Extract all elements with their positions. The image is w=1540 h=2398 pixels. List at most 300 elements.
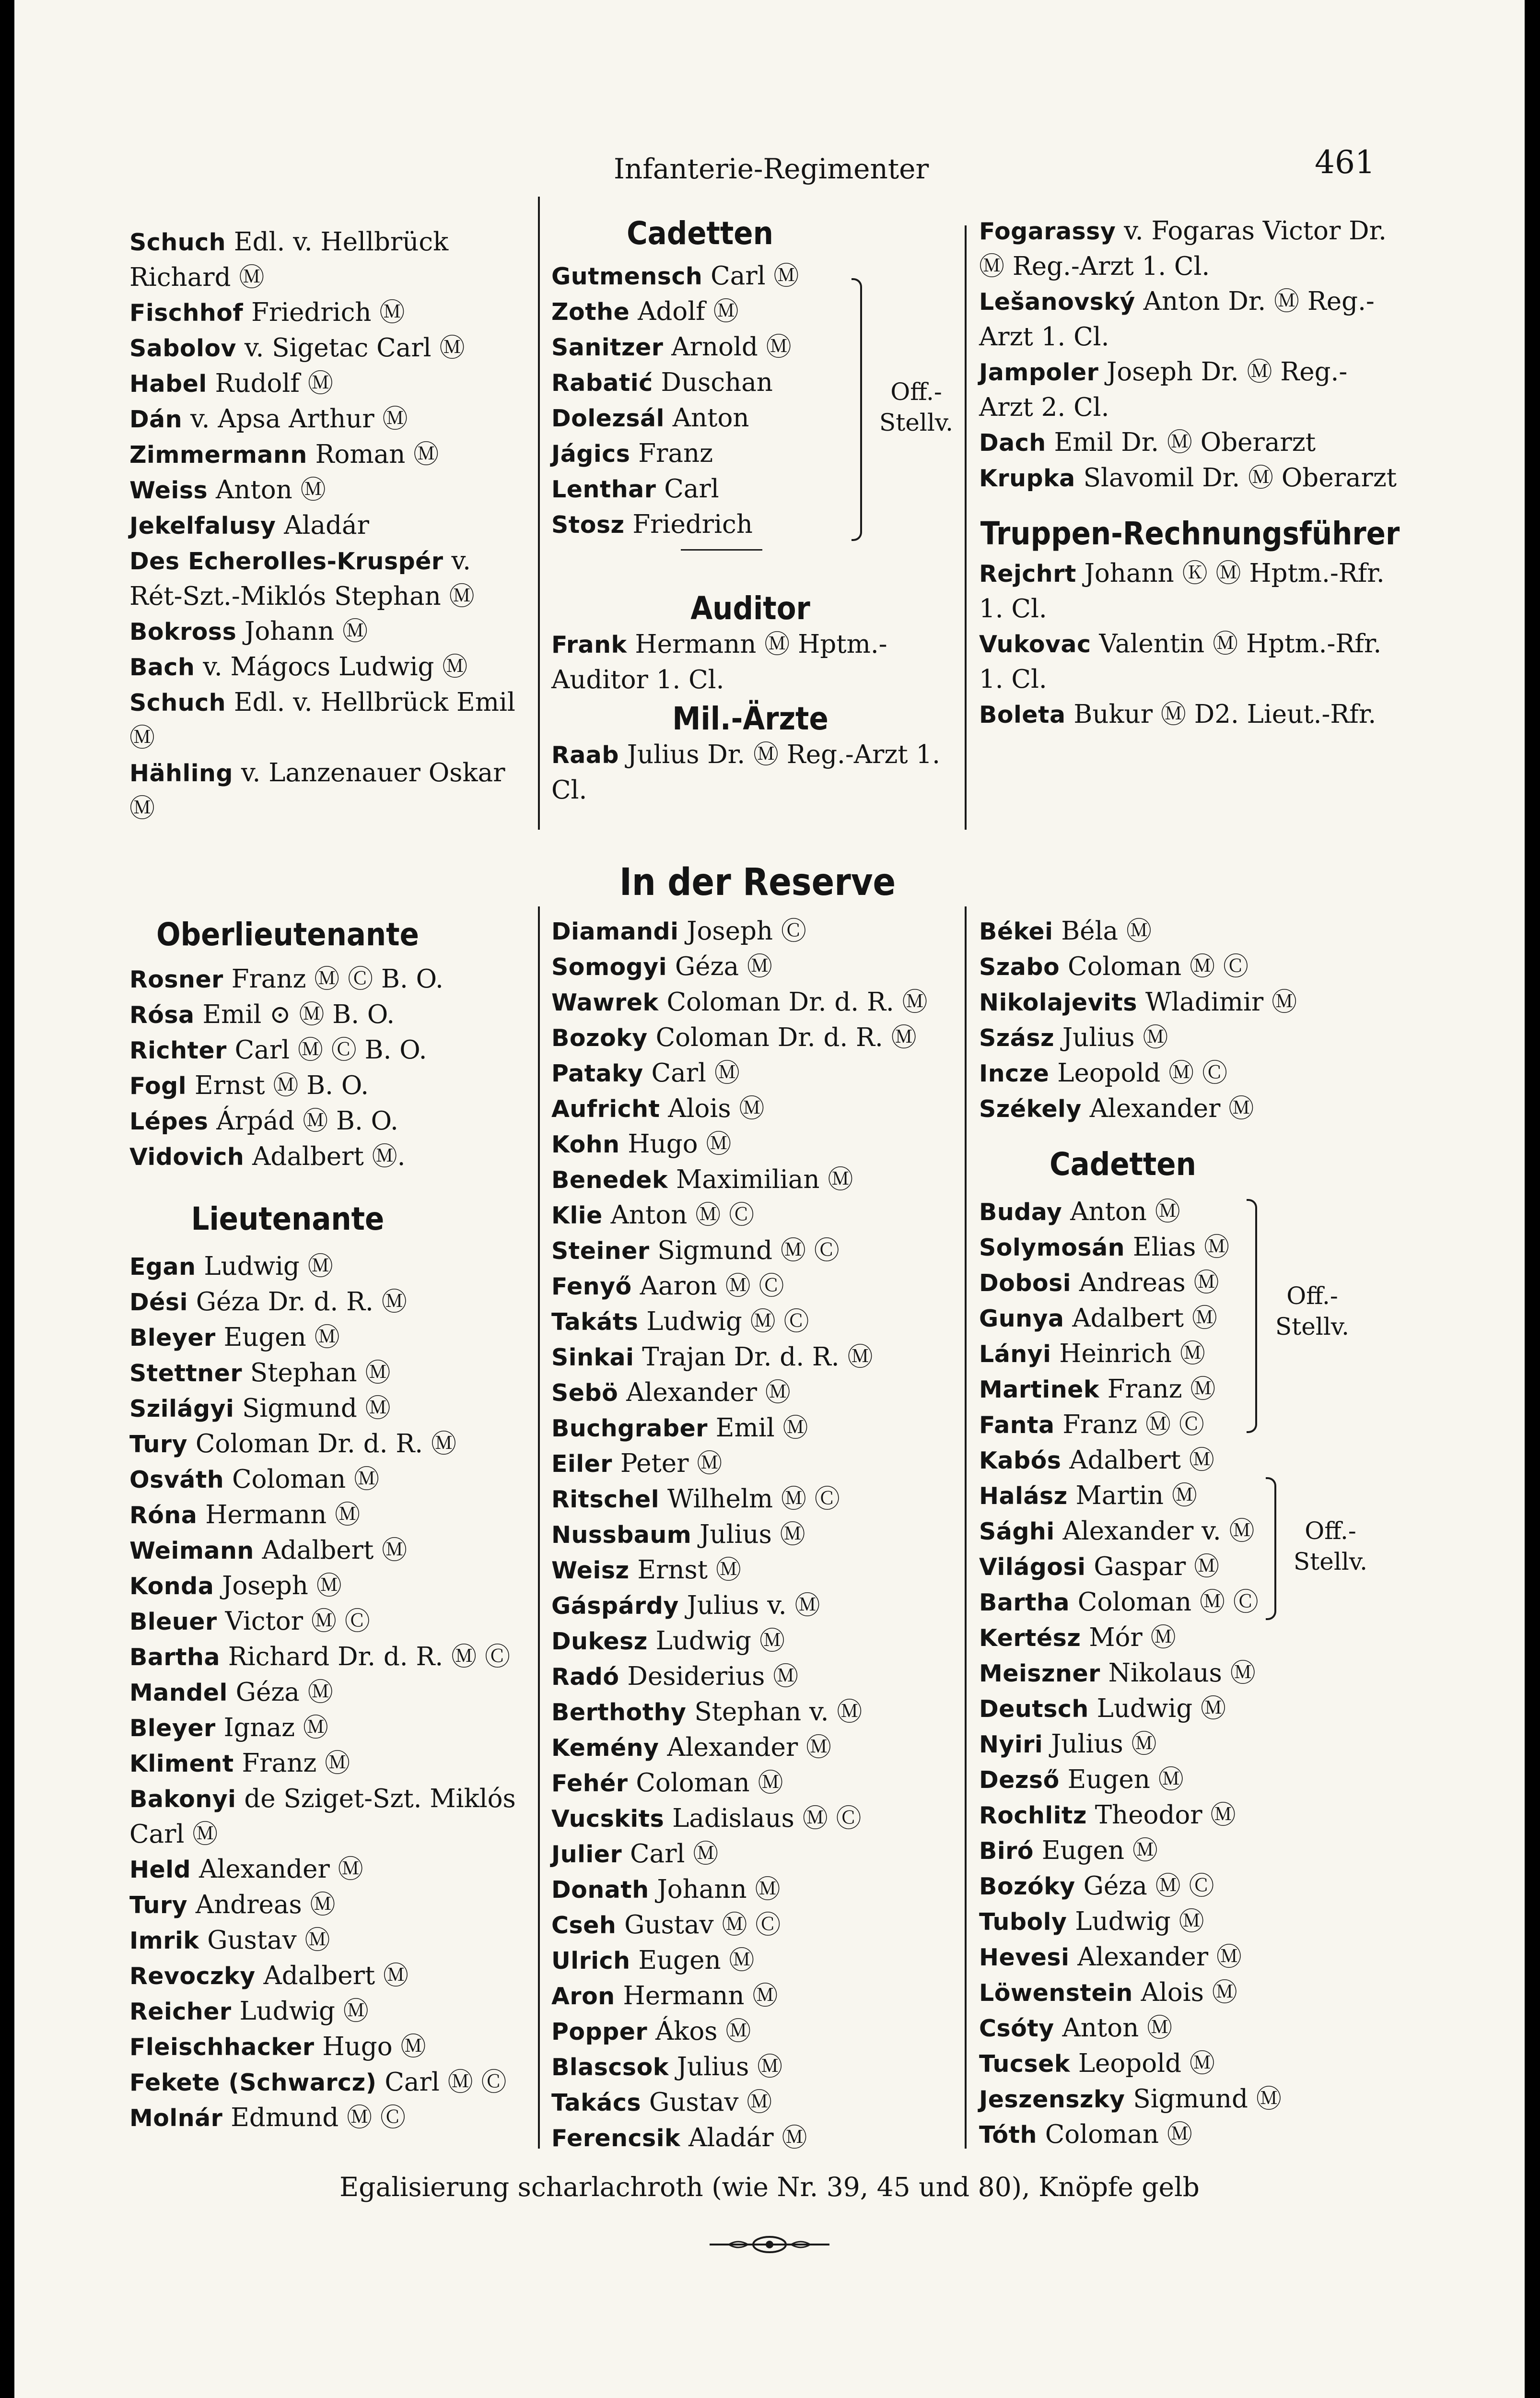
surname: Konda xyxy=(129,1573,214,1600)
list-item xyxy=(551,985,964,1020)
list-item xyxy=(129,1497,532,1533)
surname: Tucsek xyxy=(979,2050,1070,2078)
entry-details: Ludwig Ⓜ xyxy=(647,1626,785,1656)
footer-note: Egalisierung scharlachroth (wie Nr. 39, 45 und 80), Knöpfe gelb xyxy=(339,2172,1200,2202)
surname: Hähling xyxy=(129,760,233,787)
entry-details: Anton Ⓜ xyxy=(1062,1197,1180,1226)
surname: Kemény xyxy=(551,1734,659,1762)
bottom-col1 xyxy=(129,916,532,2136)
entry-details: Alexander Ⓜ xyxy=(659,1733,832,1762)
list-item xyxy=(129,1533,532,1568)
surname: Bozóky xyxy=(979,1873,1075,1900)
surname: Hevesi xyxy=(979,1944,1070,1971)
entry-details: Ernst Ⓜ xyxy=(629,1555,741,1585)
list-item xyxy=(129,1746,532,1781)
surname: Popper xyxy=(551,2018,648,2045)
document-page xyxy=(14,0,1525,2398)
surname: Schuch xyxy=(129,229,226,256)
surname: Vucskits xyxy=(551,1805,665,1833)
surname: Deutsch xyxy=(979,1695,1089,1723)
list-item xyxy=(129,2100,532,2136)
surname: Dési xyxy=(129,1289,188,1316)
entry-details: Arnold Ⓜ xyxy=(663,332,792,362)
entry-details: Anton Ⓜ xyxy=(1054,2013,1173,2043)
surname: Lešanovský xyxy=(979,288,1135,316)
list-item xyxy=(979,1727,1401,1762)
surname: Szabo xyxy=(979,953,1060,981)
surname: Klie xyxy=(551,1202,603,1229)
surname: Osváth xyxy=(129,1466,224,1493)
entry-details: Géza Dr. d. R. Ⓜ xyxy=(187,1287,407,1317)
entry-details: Johann Ⓚ Ⓜ Hptm.-Rfr. 1. Cl. xyxy=(979,559,1385,623)
list-item xyxy=(551,507,954,542)
running-head: Infanterie-Regimenter xyxy=(614,153,929,185)
entry-details: Carl Ⓜ xyxy=(702,261,799,291)
column-rule xyxy=(965,906,967,2149)
list-item xyxy=(129,437,527,472)
reserve-list-cont xyxy=(979,914,1401,1127)
list-item xyxy=(129,1639,532,1675)
surname: Rabatić xyxy=(551,369,653,397)
surname: Bozoky xyxy=(551,1024,648,1052)
list-item xyxy=(551,1943,964,1978)
list-item xyxy=(551,1198,964,1233)
surname: Gutmensch xyxy=(551,263,703,290)
surname: Radó xyxy=(551,1663,619,1691)
entry-details: Ignaz Ⓜ xyxy=(215,1713,328,1742)
list-item xyxy=(129,1994,532,2029)
surname: Somogyi xyxy=(551,953,667,981)
surname: Rósa xyxy=(129,1001,195,1029)
surname: Gáspárdy xyxy=(551,1592,679,1620)
list-item xyxy=(129,366,527,401)
list-item xyxy=(129,997,532,1033)
entry-details: Emil ⊙ Ⓜ B. O. xyxy=(194,1000,395,1029)
surname: Bleyer xyxy=(129,1715,216,1742)
list-item xyxy=(551,1481,964,1517)
surname: Vukovac xyxy=(979,631,1091,658)
list-item xyxy=(129,649,527,685)
surname: Incze xyxy=(979,1060,1050,1087)
list-item xyxy=(551,294,954,329)
list-item xyxy=(551,436,954,471)
surname: Weimann xyxy=(129,1537,254,1564)
list-item xyxy=(129,1068,532,1104)
surname: Benedek xyxy=(551,1166,668,1194)
surname: Nikolajevits xyxy=(979,989,1137,1016)
list-item xyxy=(979,213,1401,284)
list-item xyxy=(979,1443,1401,1478)
entry-details: Coloman Ⓜ Ⓒ xyxy=(1069,1587,1259,1617)
entry-details: Ludwig Ⓜ Ⓒ xyxy=(638,1307,809,1336)
list-item xyxy=(551,471,954,507)
surname: Des Echerolles-Kruspér xyxy=(129,548,443,575)
entry-details: Julius Ⓜ xyxy=(668,2052,783,2081)
cadetten-heading-2: Cadetten xyxy=(1050,1146,1196,1183)
entry-details: v. Mágocs Ludwig Ⓜ xyxy=(195,652,468,682)
surname: Székely xyxy=(979,1095,1082,1123)
name-list xyxy=(129,224,527,826)
list-item xyxy=(129,1391,532,1426)
surname: Dezső xyxy=(979,1766,1060,1794)
entry-details: Coloman Dr. d. R. Ⓜ xyxy=(187,1429,456,1458)
top-col2-lower xyxy=(551,590,964,808)
surname: Kertész xyxy=(979,1624,1081,1652)
entry-details: Anton Dr. Ⓜ Reg.-Arzt 1. Cl. xyxy=(979,287,1375,352)
entry-details: Stephan v. Ⓜ xyxy=(686,1697,863,1727)
entry-details: Julius Ⓜ xyxy=(1054,1023,1168,1052)
entry-details: Béla Ⓜ xyxy=(1053,917,1152,946)
entry-details: Ludwig Ⓜ xyxy=(231,1997,369,2026)
surname: Rochlitz xyxy=(979,1802,1087,1829)
surname: Rosner xyxy=(129,966,223,993)
surname: Ulrich xyxy=(551,1947,630,1975)
entry-details: Leopold Ⓜ Ⓒ xyxy=(1049,1058,1228,1088)
entry-details: Coloman Ⓜ xyxy=(628,1768,783,1798)
list-item xyxy=(979,2081,1401,2117)
column-rule xyxy=(965,225,967,830)
entry-details: Alexander Ⓜ xyxy=(1069,1942,1242,1972)
list-item xyxy=(551,2049,964,2085)
entry-details: Theodor Ⓜ xyxy=(1086,1800,1236,1830)
list-item xyxy=(551,949,964,985)
surname: Tóth xyxy=(979,2121,1037,2149)
entry-details: Árpád Ⓜ B. O. xyxy=(208,1106,398,1136)
surname: Berthothy xyxy=(551,1699,687,1726)
entry-details: Franz Ⓜ Ⓒ B. O. xyxy=(223,964,443,994)
entry-details: Carl Ⓜ xyxy=(622,1839,719,1869)
surname: Fleischhacker xyxy=(129,2034,315,2061)
entry-details: Edmund Ⓜ Ⓒ xyxy=(222,2103,406,2132)
list-item xyxy=(979,556,1401,626)
list-item xyxy=(979,1691,1401,1727)
list-item xyxy=(129,1675,532,1710)
surname: Buday xyxy=(979,1199,1062,1226)
list-item xyxy=(979,1056,1401,1091)
surname: Kliment xyxy=(129,1750,234,1777)
list-item xyxy=(129,614,527,649)
list-item xyxy=(979,1478,1401,1514)
surname: Világosi xyxy=(979,1553,1086,1581)
entry-details: Carl Ⓜ Ⓒ xyxy=(376,2068,507,2097)
list-item xyxy=(979,1798,1401,1833)
list-item xyxy=(129,295,527,330)
list-item xyxy=(551,914,964,949)
list-item xyxy=(129,1462,532,1497)
ornament-icon xyxy=(710,2235,829,2254)
surname: Löwenstein xyxy=(979,1979,1133,2007)
entry-details: Julius v. Ⓜ xyxy=(678,1591,820,1620)
entry-details: Carl xyxy=(656,474,719,504)
list-item xyxy=(979,1194,1401,1230)
surname: Takáts xyxy=(551,1308,639,1336)
list-item xyxy=(129,685,527,755)
entry-details: v. Sigetac Carl Ⓜ xyxy=(236,333,465,363)
list-item xyxy=(129,1568,532,1604)
surname: Wawrek xyxy=(551,989,659,1016)
surname: Blascsok xyxy=(551,2054,669,2081)
list-item xyxy=(129,755,527,826)
surname: Jágics xyxy=(551,440,630,468)
surname: Takács xyxy=(551,2089,642,2116)
column-rule xyxy=(538,906,540,2149)
surname: Fogarassy xyxy=(979,218,1116,245)
entry-details: Johann Ⓜ xyxy=(649,1875,781,1904)
bracket xyxy=(1247,1199,1257,1433)
surname: Gunya xyxy=(979,1305,1064,1332)
surname: Sabolov xyxy=(129,335,236,362)
list-item xyxy=(551,2014,964,2049)
divider xyxy=(681,549,762,551)
aerzte-list xyxy=(551,737,964,808)
list-item xyxy=(129,1249,532,1284)
entry-details: Ludwig Ⓜ xyxy=(196,1252,333,1281)
list-item xyxy=(551,1836,964,1872)
surname: Lányi xyxy=(979,1340,1051,1368)
surname: Csóty xyxy=(979,2015,1054,2042)
entry-details: Julius Dr. Ⓜ Reg.-Arzt 1. Cl. xyxy=(551,740,940,805)
surname: Revoczky xyxy=(129,1963,256,1990)
surname: Eiler xyxy=(551,1450,612,1478)
surname: Bleuer xyxy=(129,1608,217,1635)
entry-details: Joseph Ⓜ xyxy=(214,1571,342,1600)
entry-details: Aladár Ⓜ xyxy=(680,2123,807,2152)
entry-details: Géza Ⓜ xyxy=(667,952,772,981)
entry-details: Wladimir Ⓜ xyxy=(1137,987,1297,1017)
surname: Julier xyxy=(551,1841,622,1868)
list-item xyxy=(551,2085,964,2120)
list-item xyxy=(551,1304,964,1340)
bracket-label: Off.-Stellv. xyxy=(1275,1282,1350,1340)
entry-details: Hermann Ⓜ xyxy=(197,1500,361,1529)
entry-details: Coloman Ⓜ xyxy=(1037,2120,1192,2149)
entry-details: Eugen Ⓜ xyxy=(1033,1836,1158,1865)
list-item xyxy=(979,2117,1401,2152)
surname: Bartha xyxy=(979,1589,1070,1616)
entry-details: Eugen Ⓜ xyxy=(630,1946,755,1975)
entry-details: Leopold Ⓜ xyxy=(1070,2049,1215,2078)
surname: Lépes xyxy=(129,1108,209,1135)
surname: Róna xyxy=(129,1502,198,1529)
entry-details: Alexander v. Ⓜ xyxy=(1054,1516,1255,1546)
entry-details: Coloman Dr. d. R. Ⓜ xyxy=(647,1023,917,1052)
surname: Biró xyxy=(979,1837,1034,1865)
lieutenante-list xyxy=(129,1249,532,2136)
list-item xyxy=(551,1978,964,2014)
surname: Diamandi xyxy=(551,918,679,945)
surname: Martinek xyxy=(979,1376,1099,1403)
entry-details: v. Rét-Szt.-Miklós Stephan Ⓜ xyxy=(129,546,475,611)
entry-details: Gustav Ⓜ Ⓒ xyxy=(616,1910,781,1940)
entry-details: Gaspar Ⓜ xyxy=(1085,1552,1220,1581)
list-item xyxy=(129,1355,532,1391)
surname: Tury xyxy=(129,1431,188,1458)
entry-details: Aladár xyxy=(276,511,369,540)
surname: Nyiri xyxy=(979,1731,1043,1758)
surname: Egan xyxy=(129,1253,196,1281)
entry-details: Wilhelm Ⓜ Ⓒ xyxy=(659,1484,840,1514)
surname: Dán xyxy=(129,406,183,433)
surname: Habel xyxy=(129,370,207,398)
surname: Zothe xyxy=(551,298,630,326)
list-item xyxy=(551,1269,964,1304)
list-item xyxy=(129,543,527,614)
surname: Aron xyxy=(551,1983,615,2010)
surname: Steiner xyxy=(551,1237,650,1265)
list-item xyxy=(551,1907,964,1943)
top-col3 xyxy=(979,213,1401,732)
surname: Donath xyxy=(551,1876,649,1904)
page-number: 461 xyxy=(1315,144,1375,181)
surname: Jekelfalusy xyxy=(129,512,276,540)
entry-details: Aaron Ⓜ Ⓒ xyxy=(631,1271,784,1301)
surname: Pataky xyxy=(551,1060,643,1087)
list-item xyxy=(551,1552,964,1588)
list-item xyxy=(551,259,954,294)
list-item xyxy=(551,1801,964,1836)
entry-details: v. Apsa Arthur Ⓜ xyxy=(182,404,408,434)
entry-details: Friedrich xyxy=(624,510,753,539)
list-item xyxy=(551,1411,964,1446)
entry-details: Franz Ⓜ xyxy=(1099,1375,1216,1404)
surname: Mandel xyxy=(129,1679,228,1706)
surname: Schuch xyxy=(129,689,226,717)
surname: Sinkai xyxy=(551,1344,634,1371)
entry-details: Edl. v. Hellbrück Emil Ⓜ xyxy=(129,688,515,752)
list-item xyxy=(979,1585,1401,1620)
list-item xyxy=(129,1781,532,1852)
entry-details: Hugo Ⓜ xyxy=(314,2032,426,2061)
entry-details: Carl Ⓜ xyxy=(643,1058,740,1088)
entry-details: Eugen Ⓜ xyxy=(215,1323,340,1352)
entry-details: Alexander Ⓜ xyxy=(1081,1094,1254,1123)
surname: Bleyer xyxy=(129,1324,216,1352)
entry-details: Carl Ⓜ Ⓒ B. O. xyxy=(226,1035,427,1065)
surname: Fenyő xyxy=(551,1273,632,1300)
reserve-list xyxy=(551,914,964,2156)
entry-details: Anton Ⓜ xyxy=(208,475,326,505)
surname: Ritschel xyxy=(551,1486,660,1513)
entry-details: v. Fogaras Victor Dr. Ⓜ Reg.-Arzt 1. Cl. xyxy=(979,216,1387,281)
list-item xyxy=(979,1407,1401,1443)
entry-details: Emil Ⓜ xyxy=(707,1413,808,1443)
list-item xyxy=(979,914,1401,949)
list-item xyxy=(979,626,1401,697)
truppen-list xyxy=(979,556,1401,732)
entry-details: Adalbert Ⓜ xyxy=(254,1536,408,1565)
list-item xyxy=(551,1623,964,1659)
list-item xyxy=(551,1446,964,1481)
list-item xyxy=(551,1730,964,1765)
list-item xyxy=(551,1517,964,1552)
entry-details: Franz Ⓜ Ⓒ xyxy=(1054,1410,1204,1439)
entry-details: Franz xyxy=(630,439,713,468)
oberlieutenante-list xyxy=(129,962,532,1175)
surname: Dolezsál xyxy=(551,405,665,432)
surname: Fehér xyxy=(551,1770,628,1797)
surname: Békei xyxy=(979,918,1053,945)
bracket xyxy=(1266,1477,1276,1620)
surname: Tuboly xyxy=(979,1908,1067,1936)
surname: Imrik xyxy=(129,1927,199,1954)
entry-details: Friedrich Ⓜ xyxy=(243,298,405,327)
entry-details: Rudolf Ⓜ xyxy=(207,369,333,398)
list-item xyxy=(979,1020,1401,1056)
surname: Cseh xyxy=(551,1912,617,1939)
list-item xyxy=(551,737,964,808)
entry-details: Adalbert Ⓜ xyxy=(255,1961,409,1990)
list-item xyxy=(979,1833,1401,1869)
entry-details: Ákos Ⓜ xyxy=(647,2017,751,2046)
surname: Jampoler xyxy=(979,359,1099,386)
list-item xyxy=(979,1940,1401,1975)
entry-details: Hermann Ⓜ xyxy=(615,1981,778,2010)
bracket xyxy=(852,278,862,541)
entry-details: Eugen Ⓜ xyxy=(1059,1765,1184,1794)
list-item xyxy=(979,1620,1401,1656)
list-item xyxy=(551,1694,964,1730)
entry-details: Gustav Ⓜ xyxy=(641,2088,772,2117)
surname: Rejchrt xyxy=(979,560,1076,588)
aerzte-list-cont xyxy=(979,213,1401,496)
surname: Dach xyxy=(979,429,1046,457)
entry-details: Sigmund Ⓜ xyxy=(1125,2084,1282,2114)
surname: Jeszenszky xyxy=(979,2086,1125,2113)
auditor-list xyxy=(551,627,964,697)
list-item xyxy=(979,1656,1401,1691)
list-item xyxy=(551,1659,964,1694)
cadetten-heading: Cadetten xyxy=(627,215,773,252)
list-item xyxy=(129,1887,532,1923)
entry-details: Alois Ⓜ xyxy=(1132,1978,1237,2007)
list-item xyxy=(979,284,1401,354)
entry-details: Sigmund Ⓜ Ⓒ xyxy=(649,1236,840,1265)
list-item xyxy=(129,401,527,437)
entry-details: Joseph Dr. Ⓜ Reg.-Arzt 2. Cl. xyxy=(979,357,1348,422)
entry-details: Ernst Ⓜ B. O. xyxy=(187,1071,369,1100)
surname: Raab xyxy=(551,741,619,769)
list-item xyxy=(551,329,954,365)
entry-details: Martin Ⓜ xyxy=(1067,1481,1197,1510)
entry-details: Alexander Ⓜ xyxy=(191,1855,363,1884)
surname: Krupka xyxy=(979,465,1075,492)
list-item xyxy=(551,1127,964,1162)
list-item xyxy=(979,697,1401,732)
aerzte-heading: Mil.-Ärzte xyxy=(672,700,828,737)
surname: Boleta xyxy=(979,701,1066,729)
list-item xyxy=(129,1604,532,1639)
surname: Bakonyi xyxy=(129,1786,236,1813)
surname: Stosz xyxy=(551,511,625,539)
list-item xyxy=(551,1162,964,1198)
surname: Meiszner xyxy=(979,1660,1100,1687)
surname: Vidovich xyxy=(129,1143,245,1171)
list-item xyxy=(551,627,964,697)
entry-details: Gustav Ⓜ xyxy=(199,1926,330,1955)
list-item xyxy=(979,1904,1401,1940)
surname: Frank xyxy=(551,631,627,658)
entry-details: Anton Ⓜ Ⓒ xyxy=(602,1200,755,1230)
entry-details: Valentin Ⓜ Hptm.-Rfr. 1. Cl. xyxy=(979,629,1382,694)
entry-details: Emil Dr. Ⓜ Oberarzt xyxy=(1046,428,1316,457)
surname: Lenthar xyxy=(551,476,656,503)
entry-details: Adalbert Ⓜ xyxy=(1064,1304,1217,1333)
surname: Weisz xyxy=(551,1557,630,1584)
list-item xyxy=(979,1869,1401,1904)
list-item xyxy=(129,2029,532,2065)
surname: Kabós xyxy=(979,1447,1062,1474)
entry-details: Coloman Ⓜ xyxy=(224,1465,380,1494)
